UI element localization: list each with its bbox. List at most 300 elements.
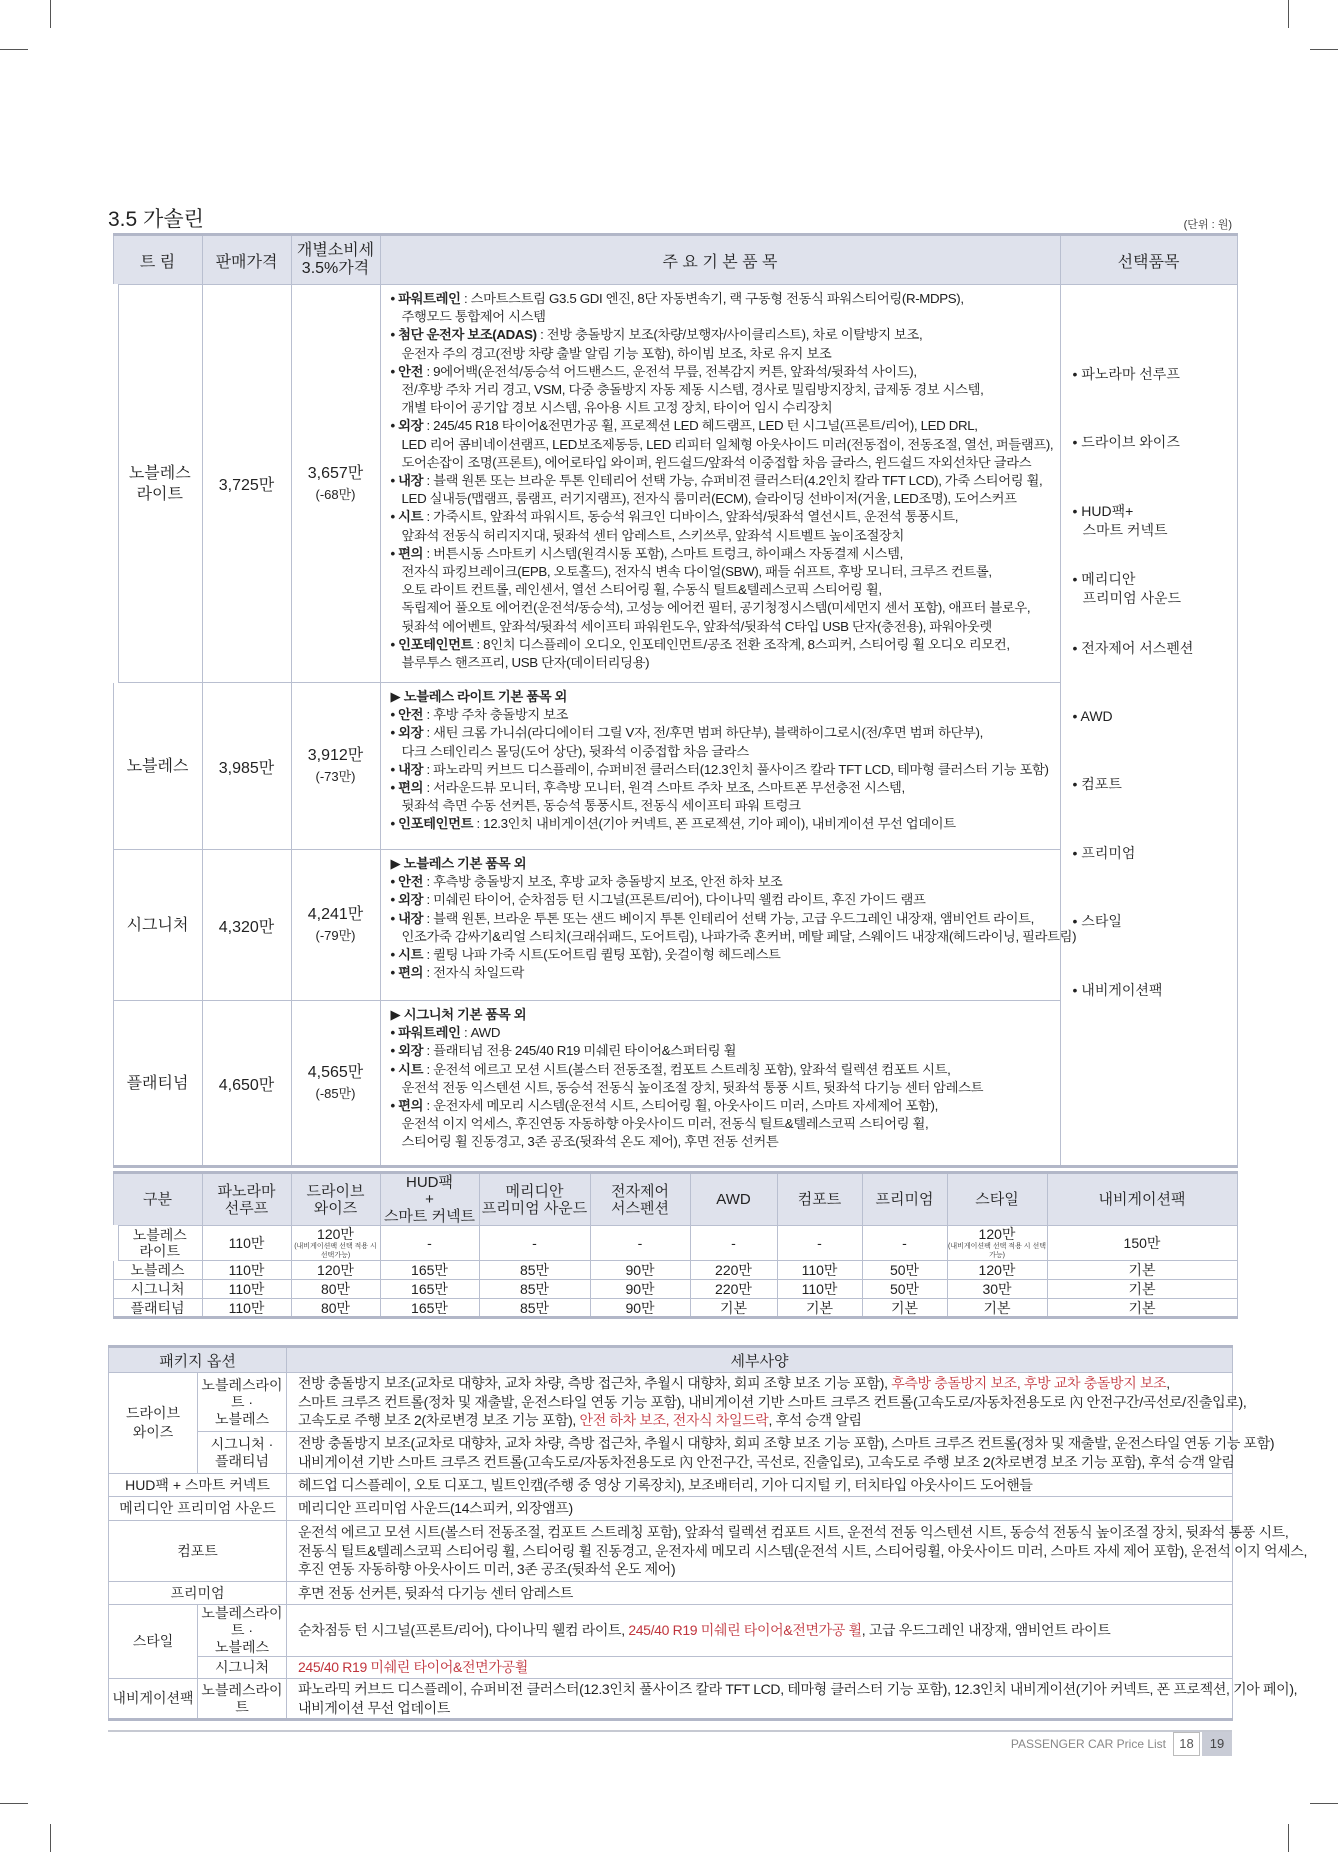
feature-line <box>391 399 1056 417</box>
header-line: 프리미엄 <box>875 1191 934 1208</box>
feature-line <box>391 1006 1056 1024</box>
price-cell <box>690 1299 777 1318</box>
price-value: 기본 <box>1128 1281 1156 1297</box>
price-cell <box>947 1280 1047 1299</box>
feature-label: • 편의 <box>390 965 424 981</box>
crop-mark <box>1288 1824 1289 1852</box>
feature-line <box>391 1024 1056 1042</box>
header-line: AWD <box>716 1191 751 1208</box>
feature-line <box>391 454 1056 472</box>
option-label <box>1073 844 1136 863</box>
feature-line <box>391 779 1056 797</box>
feature-text: : 미쉐린 타이어, 순차점등 턴 시그널(프론트/리어), 다이나믹 웰컴 라이트, 후진 가이드 램프 <box>423 892 926 908</box>
price-cell <box>1047 1280 1237 1299</box>
price-row-trim <box>113 1261 202 1280</box>
feature-list <box>380 1001 1060 1167</box>
price-value: - <box>637 1235 643 1251</box>
trim-signature: 시그니처 <box>113 850 202 1001</box>
detail-line: 전동식 틸트&텔레스코픽 스티어링 휠, 스티어링 휠 진동경고, 운전자세 메모리 시스템(운전석 시트, 스티어링휠, 아웃사이드 미러, 스마트 자세 제어 포함), 운전석 이지 억세스, <box>298 1542 1308 1559</box>
package-meridian: 메리디안 프리미엄 사운드 <box>109 1497 287 1521</box>
feature-text: 뒷좌석 측면 수동 선커튼, 동승석 통풍시트, 전동식 세이프티 파워 트렁크 <box>401 798 801 814</box>
package-navigation: 내비게이션팩 <box>109 1679 198 1720</box>
unit-note: (단위 : 원) <box>1183 219 1232 231</box>
crop-mark <box>1310 1803 1338 1804</box>
price-cell <box>590 1299 690 1318</box>
price-cell <box>380 1299 479 1318</box>
detail-text: , 후석 승객 알림 <box>768 1412 862 1429</box>
feature-text: 스티어링 휠 진동경고, 3존 공조(뒷좌석 온도 제어), 후면 전동 선커튼 <box>401 1134 779 1150</box>
price-value: 기본 <box>805 1299 834 1316</box>
feature-line <box>391 1079 1056 1097</box>
feature-text: 오토 라이트 컨트롤, 레인센서, 열선 스티어링 휠, 수동식 틸트&텔레스코픽 스티어링 휠, <box>401 582 882 598</box>
header-line: 드라이브 <box>306 1182 365 1200</box>
package-detail-table <box>108 1345 1308 1721</box>
price-cell <box>947 1226 1047 1261</box>
feature-text: : AWD <box>460 1025 501 1041</box>
feature-label: • 안전 <box>390 874 424 890</box>
option-line: • 파노라마 선루프 <box>1072 366 1180 382</box>
price-table-header <box>113 1173 1237 1226</box>
feature-text: : 파노라믹 커브드 디스플레이, 슈퍼비전 클러스터(12.3인치 풀사이즈 칼라 TFT LCD, 테마형 클러스터 기능 포함) <box>423 761 1049 777</box>
price-cell <box>777 1226 862 1261</box>
detail-text: , <box>1166 1375 1170 1392</box>
sale-price: 4,650만 <box>202 1001 291 1167</box>
price-value: 85만 <box>519 1299 550 1316</box>
option-price-table <box>108 1171 1238 1319</box>
option-list <box>1060 285 1237 1167</box>
sale-price: 4,320만 <box>202 850 291 1001</box>
feature-text: : 후측방 충돌방지 보조, 후방 교차 충돌방지 보조, 안전 하차 보조 <box>423 874 783 890</box>
price-value: 110만 <box>228 1262 265 1278</box>
feature-line <box>391 706 1056 724</box>
feature-text: : 245/45 R18 타이어&전면가공 휠, 프로젝션 LED 헤드램프, LED 턴 시그널(프론트/리어), LED DRL, <box>423 418 978 434</box>
feature-list <box>380 850 1077 1001</box>
feature-label: • 내장 <box>390 473 424 489</box>
feature-text: LED 리어 콤비네이션램프, LED보조제동등, LED 리피터 일체형 아웃사이드 미러(전동접이, 전동조절, 열선, 퍼들램프), <box>401 436 1054 452</box>
price-header-cell <box>202 1173 291 1226</box>
package-premium: 프리미엄 <box>109 1582 287 1605</box>
price-header-cell <box>590 1173 690 1226</box>
feature-text: LED 실내등(맵램프, 룸램프, 러기지램프), 전자식 룸미러(ECM), 슬라이딩 선바이저(거울, LED조명), 도어스커프 <box>401 491 1017 507</box>
feature-line <box>391 527 1056 545</box>
feature-line <box>391 599 1056 617</box>
package-comfort: 컴포트 <box>109 1521 287 1582</box>
detail-line <box>298 1393 1247 1412</box>
option-item <box>1073 502 1231 570</box>
price-value: - <box>532 1235 537 1251</box>
option-item <box>1073 981 1231 1049</box>
header-line: 스타일 <box>975 1191 1019 1208</box>
package-detail: 메리디안 프리미엄 사운드(14스피커, 외장앰프) <box>287 1497 1233 1521</box>
feature-line <box>391 1061 1056 1079</box>
header-package-option: 패키지 옵션 <box>109 1347 287 1373</box>
price-cell <box>202 1299 291 1318</box>
price-header-cell <box>380 1173 479 1226</box>
header-line: 구분 <box>143 1191 172 1208</box>
price-header-cell <box>947 1173 1047 1226</box>
feature-text: 주행모드 통합제어 시스템 <box>401 309 546 325</box>
price-cell <box>777 1299 862 1318</box>
detail-line: 전방 충돌방지 보조(교차로 대향차, 교차 차량, 측방 접근차, 추월시 대향차, 회피 조향 보조 기능 포함), 스마트 크루즈 컨트롤(정차 및 재출발, 운전스타일 연동 기능 포함) <box>298 1435 1275 1451</box>
price-note: (내비게이션팩 선택 적용 시 선택가능) <box>947 1243 1047 1259</box>
price-value: 110만 <box>228 1299 265 1316</box>
feature-label: • 시트 <box>390 947 424 963</box>
feature-label: • 인포테인먼트 <box>390 816 474 832</box>
feature-label: ▶ 노블레스 라이트 기본 품목 외 <box>390 689 568 704</box>
option-label <box>1073 365 1180 384</box>
header-line: 파노라마 <box>217 1182 276 1200</box>
feature-text: 뒷좌석 에어벤트, 앞좌석/뒷좌석 세이프티 파워윈도우, 앞좌석/뒷좌석 C타입 USB 단자(충전용), 파워아웃렛 <box>401 618 992 634</box>
feature-line <box>391 636 1056 654</box>
feature-line <box>391 688 1056 706</box>
option-item <box>1073 912 1231 980</box>
price-cell <box>862 1280 947 1299</box>
price-cell <box>479 1299 590 1318</box>
feature-text: 독립제어 풀오토 에어컨(운전석/동승석), 고성능 에어컨 필터, 공기청정시스템(미세먼지 센서 포함), 애프터 블로우, <box>401 600 1031 616</box>
sale-price: 3,725만 <box>202 285 291 683</box>
package-detail <box>287 1679 1298 1720</box>
feature-label: • 편의 <box>390 1098 424 1114</box>
feature-list <box>380 285 1060 683</box>
price-value: - <box>427 1235 432 1251</box>
trim-line: 라이트 <box>139 1243 181 1259</box>
feature-label: ▶ 시그니처 기본 품목 외 <box>390 1007 527 1022</box>
price-value: 165만 <box>411 1299 448 1316</box>
feature-line <box>391 1133 1056 1151</box>
option-item <box>1073 775 1231 843</box>
feature-line <box>391 545 1056 563</box>
option-line: • 내비게이션팩 <box>1072 981 1163 998</box>
header-price: 판매가격 <box>202 235 291 285</box>
price-row <box>113 1226 1237 1261</box>
price-cell <box>202 1280 291 1299</box>
feature-label: • 시트 <box>390 1061 424 1077</box>
package-detail <box>287 1432 1275 1474</box>
price-header-cell <box>1047 1173 1237 1226</box>
feature-text: 다크 스테인리스 몰딩(도어 상단), 뒷좌석 이중접합 차음 글라스 <box>401 743 749 759</box>
feature-line <box>391 743 1056 761</box>
option-label <box>1073 570 1182 608</box>
price-cell <box>690 1261 777 1280</box>
feature-line <box>391 761 1056 779</box>
feature-line <box>391 508 1056 526</box>
price-value: 220만 <box>715 1262 752 1278</box>
crop-mark <box>1310 49 1338 50</box>
package-hud: HUD팩 + 스마트 커넥트 <box>109 1474 287 1497</box>
price-cell <box>1047 1261 1237 1280</box>
feature-text: : 12.3인치 내비게이션(기아 커넥트, 폰 프로젝션, 기아 페이), 내비게이션 무선 업데이트 <box>473 816 956 832</box>
feature-line <box>391 891 1056 909</box>
feature-label: • 내장 <box>390 761 424 777</box>
package-drivewise: 드라이브 와이즈 <box>109 1373 198 1474</box>
trim-line: 노블레스 <box>130 1262 185 1278</box>
feature-line <box>391 910 1056 928</box>
price-cell <box>479 1261 590 1280</box>
price-header-cell <box>113 1173 202 1226</box>
feature-text: : 가죽시트, 앞좌석 파워시트, 동승석 워크인 디바이스, 앞좌석/뒷좌석 열선시트, 운전석 통풍시트, <box>423 509 959 525</box>
footer-text: PASSENGER CAR Price List <box>1010 1737 1166 1751</box>
trim-line: 시그니처 <box>130 1281 185 1297</box>
feature-line <box>391 928 1077 946</box>
price-value: 90만 <box>625 1299 655 1316</box>
header-tax-price: 개별소비세 3.5%가격 <box>291 235 380 285</box>
option-label <box>1073 707 1113 726</box>
header-options: 선택품목 <box>1060 235 1237 285</box>
feature-text: : 전자식 차일드락 <box>423 965 524 981</box>
header-line: 선루프 <box>224 1199 269 1217</box>
price-value: 기본 <box>1128 1262 1156 1278</box>
package-detail: 순차점등 턴 시그널(프론트/리어), 다이나믹 웰컴 라이트, 245/40 R19 미쉐린 타이어&전면가공 휠, 고급 우드그레인 내장재, 앰비언트 라이트 <box>287 1605 1233 1657</box>
header-line: 서스펜션 <box>611 1199 669 1217</box>
tax-price: 4,565만 (-85만) <box>291 1001 380 1167</box>
feature-line <box>391 855 1056 873</box>
price-row-trim <box>113 1280 202 1299</box>
package-sub-trim: 노블레스라이트 <box>198 1679 287 1720</box>
feature-text: : 운전석 에르고 모션 시트(볼스터 전동조절, 컴포트 스트레칭 포함), 앞좌석 릴렉션 컴포트 시트, <box>423 1061 951 1077</box>
feature-text: : 전방 충돌방지 보조(차량/보행자/사이클리스트), 차로 이탈방지 보조, <box>536 327 923 343</box>
price-header-cell <box>690 1173 777 1226</box>
feature-label: • 시트 <box>390 509 424 525</box>
feature-line <box>391 724 1056 742</box>
price-value: 90만 <box>625 1262 655 1278</box>
option-line: • 드라이브 와이즈 <box>1072 434 1180 451</box>
feature-text: : 운전자세 메모리 시스템(운전석 시트, 스티어링 휠, 아웃사이드 미러, 스마트 자세제어 포함), <box>423 1098 938 1114</box>
price-cell <box>202 1261 291 1280</box>
price-row-trim <box>113 1299 202 1318</box>
feature-list <box>380 683 1060 850</box>
header-line: 컴포트 <box>797 1191 842 1208</box>
feature-label: • 편의 <box>390 780 424 796</box>
header-features: 주 요 기 본 품 목 <box>380 235 1060 285</box>
option-line: 스마트 커넥트 <box>1082 521 1168 538</box>
header-line: 스마트 커넥트 <box>383 1208 476 1225</box>
feature-label: • 편의 <box>390 545 424 561</box>
price-value: 110만 <box>228 1281 265 1297</box>
feature-label: • 내장 <box>390 910 424 926</box>
feature-text: : 스마트스트림 G3.5 GDI 엔진, 8단 자동변속기, 랙 구동형 전동식 파워스티어링(R-MDPS), <box>460 291 964 306</box>
option-item <box>1073 365 1231 433</box>
feature-line <box>391 815 1056 833</box>
price-cell <box>590 1280 690 1299</box>
price-cell <box>690 1226 777 1261</box>
page-number-right: 19 <box>1202 1732 1232 1756</box>
detail-text: 전방 충돌방지 보조(교차로 대향차, 교차 차량, 측방 접근차, 추월시 대향차, 회피 조향 보조 기능 포함), <box>298 1375 892 1392</box>
price-value: 120만 <box>317 1262 354 1278</box>
tax-price: 4,241만 (-79만) <box>291 850 380 1001</box>
feature-line <box>391 964 1056 982</box>
option-line: • AWD <box>1072 707 1113 724</box>
crop-mark <box>0 1803 28 1804</box>
package-style: 스타일 <box>109 1605 198 1679</box>
detail-line: 파노라믹 커브드 디스플레이, 슈퍼비전 클러스터(12.3인치 풀사이즈 칼라 TFT LCD, 테마형 클러스터 기능 포함), 12.3인치 내비게이션(기아 커넥트, 폰 프로젝션, 기아 페이), <box>298 1681 1298 1697</box>
option-item <box>1073 570 1231 638</box>
feature-line <box>391 381 1056 399</box>
feature-label: • 외장 <box>390 725 424 741</box>
feature-label: • 외장 <box>390 892 424 908</box>
price-cell <box>380 1261 479 1280</box>
price-cell <box>1047 1226 1237 1261</box>
header-line: 프리미엄 사운드 <box>481 1199 588 1217</box>
option-label <box>1073 912 1122 931</box>
option-item <box>1073 639 1231 707</box>
price-cell <box>862 1261 947 1280</box>
price-value: - <box>731 1235 736 1251</box>
tax-price: 3,912만 (-73만) <box>291 683 380 850</box>
option-line: • HUD팩+ <box>1072 502 1134 519</box>
trim-line: 노블레스 <box>132 1227 187 1243</box>
header-trim: 트 림 <box>113 235 202 285</box>
feature-label: • 외장 <box>390 418 424 434</box>
price-value: 기본 <box>890 1299 919 1316</box>
feature-line <box>391 490 1056 508</box>
detail-line <box>298 1411 1224 1430</box>
option-label <box>1073 502 1168 540</box>
option-line: • 메리디안 <box>1072 571 1136 588</box>
feature-label: • 안전 <box>390 707 424 723</box>
option-label <box>1073 981 1163 1000</box>
feature-line <box>391 946 1056 964</box>
price-value: 85만 <box>519 1262 550 1278</box>
package-detail <box>287 1373 1247 1432</box>
header-line: 메리디안 <box>505 1182 564 1200</box>
price-value: 150만 <box>1123 1235 1161 1251</box>
price-cell <box>590 1261 690 1280</box>
price-cell <box>947 1299 1047 1318</box>
price-value: 85만 <box>519 1281 550 1297</box>
price-cell <box>479 1280 590 1299</box>
price-value: 220만 <box>715 1281 752 1297</box>
trim-noblesse: 노블레스 <box>113 683 202 850</box>
feature-text: : 퀼팅 나파 가죽 시트(도어트림 퀼팅 포함), 웃걸이형 헤드레스트 <box>423 947 781 963</box>
price-value: 50만 <box>889 1262 920 1278</box>
detail-line: 내비게이션 기반 스마트 크루즈 컨트롤(고속도로/자동차전용도로 內 안전구간, 곡선로, 진출입로), 고속도로 주행 보조 2(차로변경 보조 기능 포함), 후석 승객 알림 <box>298 1453 1235 1470</box>
price-cell <box>291 1280 380 1299</box>
feature-line <box>391 436 1056 454</box>
price-row-trim <box>113 1226 202 1261</box>
package-sub-trim: 노블레스라이트 · 노블레스 <box>198 1605 287 1657</box>
feature-line <box>391 290 1056 308</box>
price-value: 110만 <box>228 1235 265 1251</box>
feature-text: 개별 타이어 공기압 경보 시스템, 유아용 시트 고정 장치, 타이어 임시 수리장치 <box>401 400 833 416</box>
trim-features-table <box>108 233 1238 1168</box>
header-package-detail: 세부사양 <box>287 1347 1233 1373</box>
price-cell <box>479 1226 590 1261</box>
price-row <box>113 1261 1237 1280</box>
price-value: - <box>902 1235 907 1251</box>
feature-text: : 블랙 원톤 또는 브라운 투톤 인테리어 선택 가능, 슈퍼비젼 클러스터(4.2인치 칼라 TFT LCD), 가죽 스티어링 휠, <box>423 473 1043 489</box>
package-detail <box>287 1521 1308 1582</box>
header-line: 전자제어 <box>611 1182 669 1200</box>
feature-line <box>391 654 1056 672</box>
feature-label: • 안전 <box>390 363 424 379</box>
price-header-cell <box>862 1173 947 1226</box>
price-value: 기본 <box>719 1299 748 1316</box>
feature-line <box>391 417 1056 435</box>
sale-price: 3,985만 <box>202 683 291 850</box>
option-item <box>1073 707 1231 775</box>
feature-line <box>391 308 1056 326</box>
feature-line <box>391 345 1056 363</box>
feature-label: ▶ 노블레스 기본 품목 외 <box>390 856 527 871</box>
feature-text: : 플래티넘 전용 245/40 R19 미쉐린 타이어&스퍼터링 휠 <box>423 1043 737 1059</box>
package-sub-trim: 노블레스라이트 · 노블레스 <box>198 1373 287 1432</box>
feature-text: 블루투스 핸즈프리, USB 단자(데이터리딩용) <box>401 655 650 671</box>
price-value: 기본 <box>1128 1299 1156 1316</box>
detail-line <box>298 1374 1224 1393</box>
crop-mark <box>1288 0 1289 28</box>
feature-text: : 새틴 크롬 가니쉬(라디에이터 그릴 V자, 전/후면 범퍼 하단부), 블랙하이그로시(전/후면 범퍼 하단부), <box>423 725 983 741</box>
trim-noblesse-light: 노블레스 라이트 <box>113 285 202 683</box>
price-value: 80만 <box>320 1281 351 1297</box>
feature-text: : 서라운드뷰 모니터, 후측방 모니터, 원격 스마트 주차 보조, 스마트폰 무선충전 시스템, <box>423 780 905 796</box>
price-value: 110만 <box>801 1262 838 1278</box>
crop-mark <box>50 1824 51 1852</box>
price-row <box>113 1280 1237 1299</box>
feature-line <box>391 1097 1056 1115</box>
feature-label: • 파워트레인 <box>390 1025 461 1041</box>
trim-platinum: 플래티넘 <box>113 1001 202 1167</box>
price-cell <box>291 1299 380 1318</box>
price-cell <box>291 1261 380 1280</box>
feature-label: • 인포테인먼트 <box>390 636 474 652</box>
price-note: (내비게이션팩 선택 적용 시 선택가능) <box>294 1243 377 1259</box>
option-label <box>1073 433 1180 452</box>
price-header-cell <box>777 1173 862 1226</box>
price-value: 50만 <box>889 1281 920 1297</box>
option-line: • 스타일 <box>1072 913 1122 930</box>
feature-text: 운전자 주의 경고(전방 차량 출발 알림 기능 포함), 하이빔 보조, 차로 유지 보조 <box>401 345 832 361</box>
feature-line <box>391 581 1056 599</box>
feature-text: 전/후방 주차 거리 경고, VSM, 다중 충돌방지 자동 제동 시스템, 경사로 밀림방지장치, 급제동 경보 시스템, <box>401 382 984 398</box>
page-number-left: 18 <box>1173 1732 1200 1756</box>
section-title: 3.5 가솔린 <box>108 208 204 231</box>
header-line: 와이즈 <box>313 1199 358 1217</box>
price-cell <box>291 1226 380 1261</box>
header-line: + <box>425 1191 434 1208</box>
feature-text: : 9에어백(운전석/동승석 어드밴스드, 운전석 무릎, 전복감지 커튼, 앞좌석/뒷좌석 사이드), <box>423 363 917 379</box>
package-detail: 헤드업 디스플레이, 오토 디포그, 빌트인캠(주행 중 영상 기록장치), 보조배터리, 기아 디지털 키, 터치타입 아웃사이드 도어핸들 <box>287 1474 1233 1497</box>
feature-text: 도어손잡이 조명(프론트), 에어로타입 와이퍼, 윈드쉴드/앞좌석 이중접합 차음 글라스, 윈드쉴드 자외선차단 글라스 <box>401 454 1032 470</box>
feature-text: : 버튼시동 스마트키 시스템(원격시동 포함), 스마트 트렁크, 하이패스 자동결제 시스템, <box>423 545 903 561</box>
feature-text: 운전석 이지 억세스, 후진연동 자동하향 아웃사이드 미러, 전동식 틸트&텔레스코픽 스티어링 휠, <box>401 1116 929 1132</box>
price-cell <box>862 1299 947 1318</box>
option-item <box>1073 844 1231 912</box>
price-cell <box>862 1226 947 1261</box>
price-value: 110만 <box>801 1281 838 1297</box>
price-value: 165만 <box>411 1262 448 1278</box>
price-header-cell <box>291 1173 380 1226</box>
package-detail: 후면 전동 선커튼, 뒷좌석 다기능 센터 암레스트 <box>287 1582 1233 1605</box>
detail-highlight: 후측방 충돌방지 보조, 후방 교차 충돌방지 보조 <box>891 1375 1167 1392</box>
price-cell <box>777 1261 862 1280</box>
footer-rule <box>108 1730 1232 1732</box>
detail-highlight: 안전 하차 보조, 전자식 차일드락 <box>579 1412 769 1429</box>
price-value: 165만 <box>411 1281 448 1297</box>
feature-line <box>391 472 1056 490</box>
option-spacer <box>1073 285 1231 365</box>
price-cell <box>380 1226 479 1261</box>
price-value: 80만 <box>320 1299 351 1316</box>
feature-label: • 외장 <box>390 1043 424 1059</box>
feature-line <box>391 873 1056 891</box>
option-label <box>1073 639 1194 658</box>
option-line: • 전자제어 서스펜션 <box>1072 639 1194 656</box>
feature-text: 전자식 파킹브레이크(EPB, 오토홀드), 전자식 변속 다이얼(SBW), 패들 쉬프트, 후방 모니터, 크루즈 컨트롤, <box>401 564 992 580</box>
price-value: 120만 <box>317 1226 354 1242</box>
feature-line <box>391 618 1056 636</box>
price-cell <box>380 1280 479 1299</box>
price-value: - <box>817 1235 822 1251</box>
